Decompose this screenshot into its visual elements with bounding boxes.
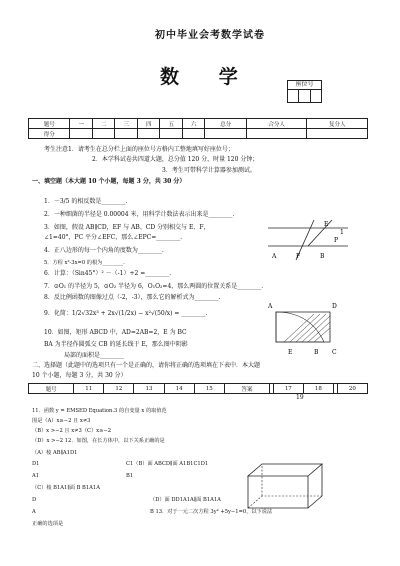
label-d1: D1 <box>32 461 40 467</box>
cuboid-figure <box>238 462 330 512</box>
notice-line-3: 3．考生可带科学计算器参加测试。 <box>162 167 256 174</box>
question-11b: 围是（A）x≥−2 且 x≠3 <box>32 418 91 424</box>
question-2: 2．一种细菌的半径是 0.00004 米，用科学计数法表示出来是________. <box>44 211 235 218</box>
question-10a: 10．如图，矩形 ABCD 中，AD=2AB=2，E 为 BC <box>44 329 187 336</box>
question-12b: C1（B）面 ABCD∥面 A1B1C1D1 <box>126 461 209 467</box>
question-10c: 局部的面积是________ <box>64 352 125 359</box>
q10-label-A: A <box>268 303 273 310</box>
q3-label-E: E <box>324 221 329 228</box>
q10-label-B: B <box>314 349 319 356</box>
seat-number-box[interactable] <box>287 80 322 103</box>
section2-heading-b: 10 个小题，每题 3 分，共 30 分） <box>32 372 127 379</box>
notice-line-2: 2．本学科试卷共四道大题，总分值 120 分，时量 120 分钟； <box>92 156 259 163</box>
question-8: 8．反比例函数的图像过点（-2，-3），那么它的解析式为________. <box>44 294 221 301</box>
subject-heading: 数 学 <box>160 66 238 88</box>
question-11: 11．函数 y = EMSED Equation.3 的自变量 x 的取值范 <box>32 408 167 414</box>
label-a1: A1 <box>32 473 40 479</box>
score-table <box>28 118 368 139</box>
question-1: 1．－3/5 的相反数是________. <box>44 198 128 205</box>
question-6: 6．计算：（Sin45°）² －（-1）+2 =________. <box>44 270 172 277</box>
label-b1: B1 <box>126 473 134 479</box>
q10-label-C: C <box>332 349 337 356</box>
question-3b: ∠1=40°，PC 平分∠EFC，那么∠EPC=________. <box>44 234 183 241</box>
question-5: 5．方程 x²-3x=0 的根为________. <box>44 260 125 266</box>
question-4: 4．正八边形的每一个内角的度数为________. <box>44 247 164 254</box>
exam-title: 初中毕业会考数学试卷 <box>155 30 265 41</box>
label-a: A <box>32 509 36 515</box>
question-7: 7．⊙O₁ 的半径为 5，⊙O₂ 半径为 6，O₁O₂=4，那么两圆的位置关系是________. <box>44 283 264 290</box>
question-3a: 3．如图，假设 AB∥CD，EF 与 AB、CD 分别相交与 E、F， <box>44 224 210 231</box>
q10-figure <box>270 300 350 355</box>
label-d: D <box>32 497 37 503</box>
score-table-header-row: 题号 一 二 三 四 五 六 总分 合分人 复分人 <box>29 119 368 129</box>
q3-figure <box>268 220 348 265</box>
question-11d: （D）x >−2 12．如图，在长方体中，以下关系正确的是 <box>32 438 165 444</box>
q3-label-B: B <box>320 253 325 260</box>
score-table-score-row: 得分 <box>29 129 368 139</box>
question-12c: （C）棱 B1A1∥面 B B1A1A <box>32 485 100 491</box>
q3-label-A: A <box>272 253 277 260</box>
section1-heading: 一、填空题（本大题 10 个小题，每题 3 分，共 30 分） <box>32 178 186 185</box>
answer-table-19: 19 <box>296 394 304 401</box>
question-9: 9．化简：1/2√32x³ + 2x√(1/2x) − x²√(50/x) = ________. <box>44 310 208 317</box>
answer-table: 题号 11 12 13 14 15 答案 17 18 20 <box>28 383 368 394</box>
q3-label-P: P <box>334 237 339 244</box>
q10-label-D: D <box>332 303 337 310</box>
section2-heading-a: 二、选择题（此题中的选项只有一个是正确的，请你将正确的选项填在下表中．本大题 <box>32 362 261 369</box>
question-10b: BA 为半径作圆弧交 CB 的延长线于 E，那么图中阴影 <box>44 341 188 348</box>
question-13: B 13．对于一元二次方程 3y² +5y−1=0，以下说法 <box>150 509 273 515</box>
notice-line-1: 考生注意1．请考生在总分栏上面的座位号方格内工整地填写好座位号； <box>44 146 234 153</box>
question-11c: （B）x >−2 且 x≠3（C）x≥−2 <box>32 428 112 434</box>
seat-number-label: 座位号 <box>288 81 321 90</box>
q3-label-1: 1 <box>340 229 344 236</box>
q3-label-F: F <box>296 253 301 260</box>
question-12d: （D）面 DD1A1A∥面 B1A1A <box>150 497 221 503</box>
q10-label-E: E <box>288 349 293 356</box>
question-12a: （A）棱 AB∥A1D1 <box>32 450 78 456</box>
question-13b: 正确的选项是 <box>32 521 64 527</box>
